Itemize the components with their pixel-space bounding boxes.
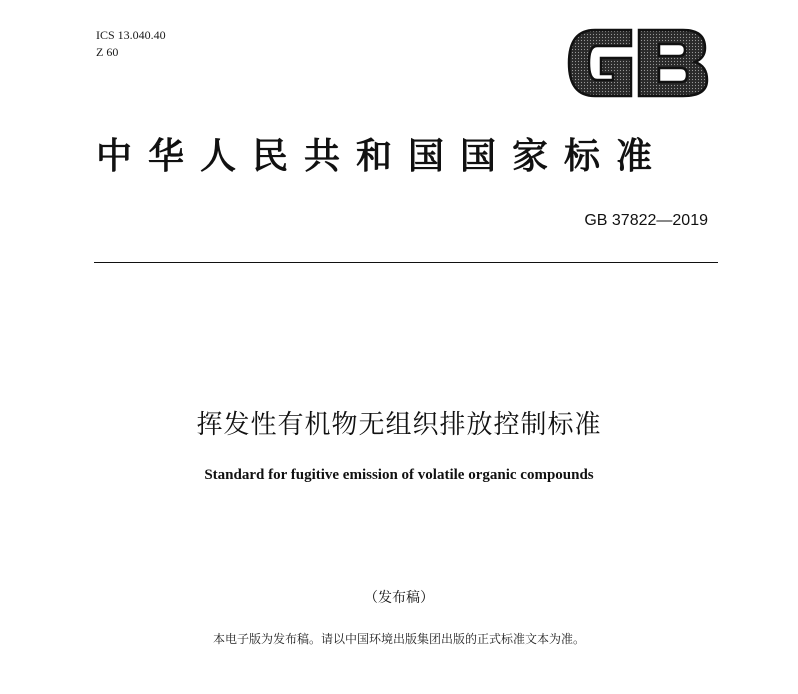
logo-text: GB — [565, 24, 567, 25]
national-standard-heading: 中华人民共和国国家标准 — [96, 135, 669, 177]
standard-number: GB 37822—2019 — [584, 212, 708, 229]
ics-code: ICS 13.040.40 — [96, 28, 166, 42]
classification-codes — [96, 27, 166, 61]
draft-label: （发布稿） — [364, 590, 434, 606]
standard-title-chinese: 挥发性有机物无组织排放控制标准 — [196, 410, 602, 440]
header-divider — [94, 262, 718, 263]
release-note: 本电子版为发布稿。请以中国环境出版集团出版的正式标准文本为准。 — [212, 632, 585, 646]
ccs-code: Z 60 — [96, 45, 119, 59]
gb-logo — [565, 24, 711, 102]
standard-title-english: Standard for fugitive emission of volatile organic compounds — [204, 467, 594, 483]
